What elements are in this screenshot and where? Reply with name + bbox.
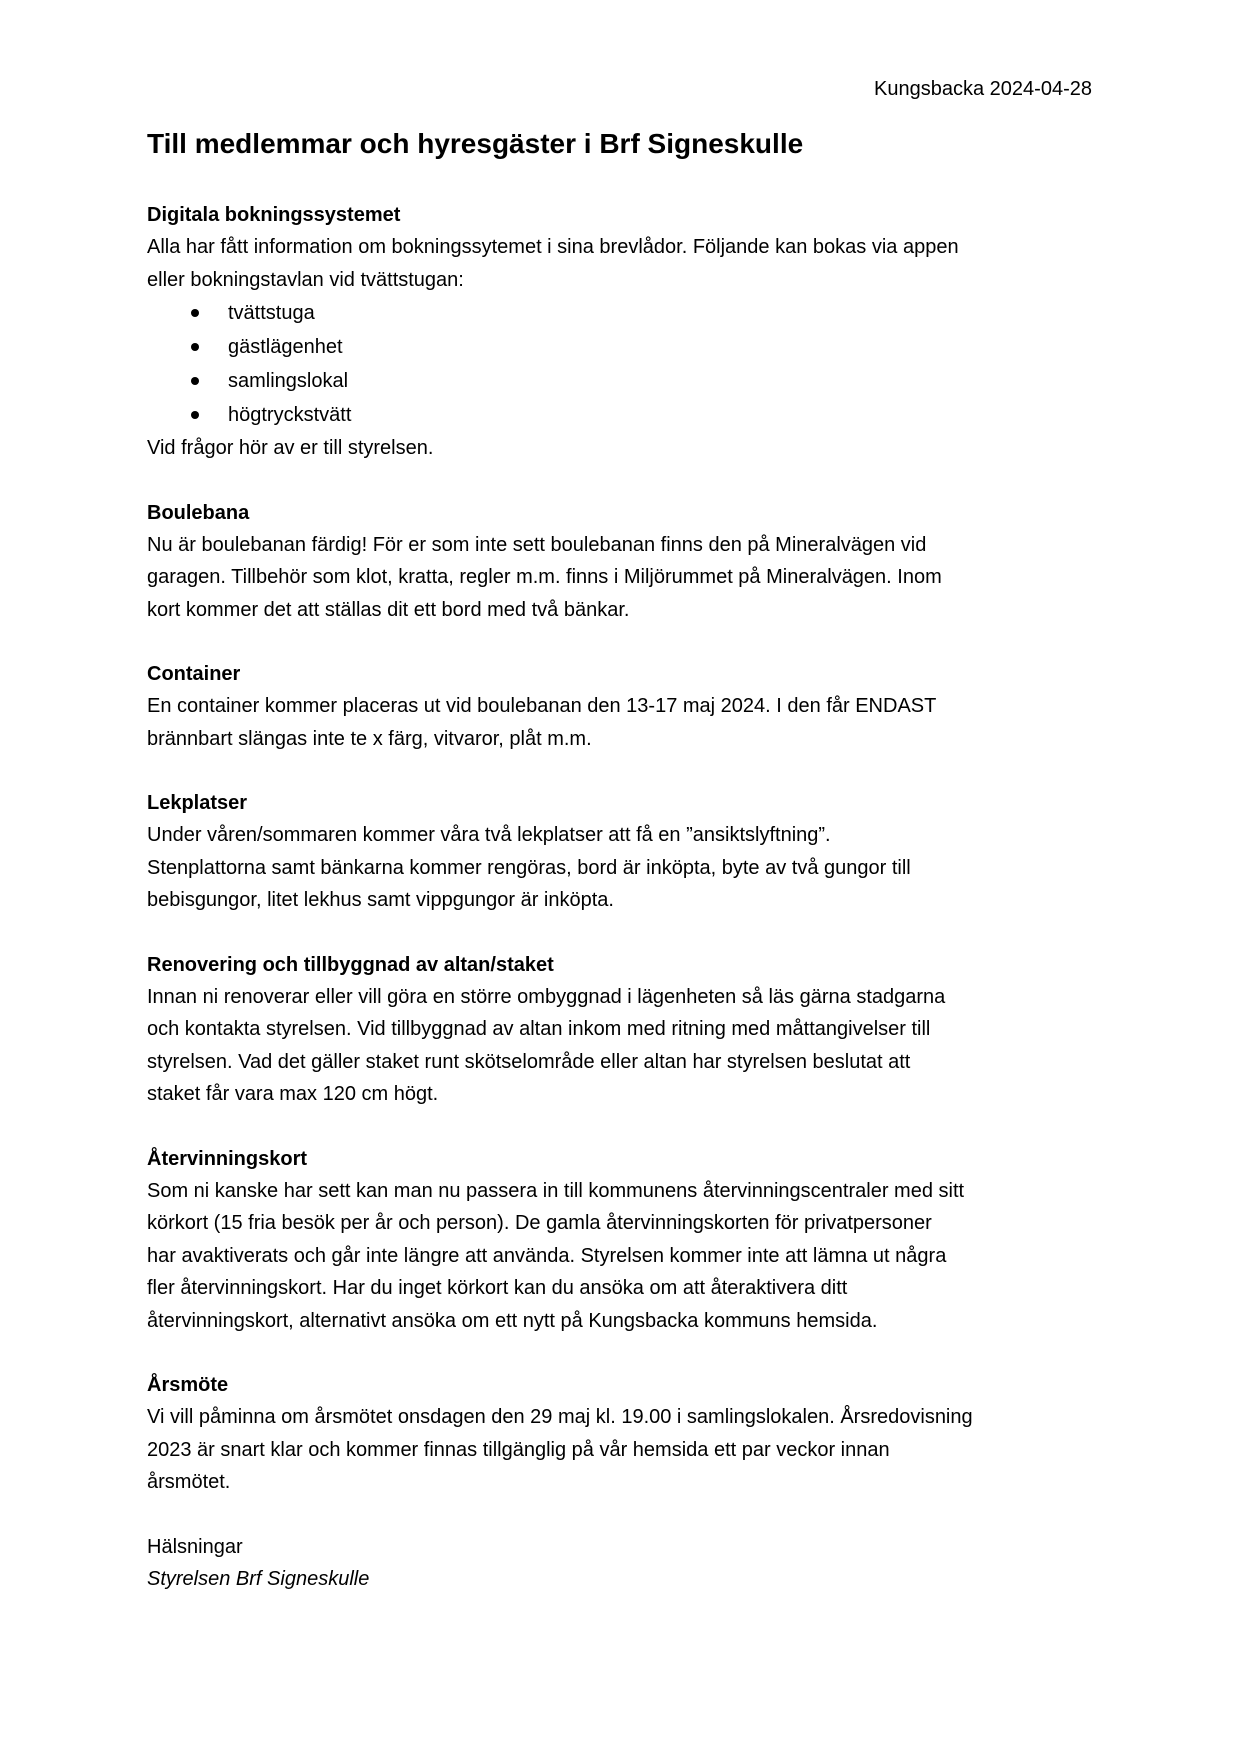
paragraph-line: har avaktiverats och går inte längre att använda. Styrelsen kommer inte att lämna ut några [147,1244,947,1267]
list-item [191,364,1102,398]
paragraph-line: En container kommer placeras ut vid boulebanan den 13-17 maj 2024. I den får ENDAST [147,695,937,717]
section-heading: Digitala bokningssystemet [147,204,401,226]
section-heading: Container [147,663,241,685]
paragraph-line: kort kommer det att ställas dit ett bord med två bänkar. [147,598,630,621]
section-annual-meeting [147,1369,1102,1499]
paragraph-line: Innan ni renoverar eller vill göra en större ombyggnad i lägenheten så läs gärna stadgarna [147,985,946,1008]
list-item-label: samlingslokal [228,370,349,392]
closing [147,1531,1102,1596]
section-heading: Lekplatser [147,792,248,814]
section-heading: Renovering och tillbyggnad av altan/staket [147,953,554,976]
section-heading: Återvinningskort [147,1147,308,1170]
list-item [191,296,1102,330]
list-item-label: tvättstuga [228,302,315,324]
paragraph-line: Alla har fått information om bokningssytemet i sina brevlådor. Följande kan bokas via appen [147,236,959,258]
paragraph-line: återvinningskort, alternativt ansöka om ett nytt på Kungsbacka kommuns hemsida. [147,1309,878,1332]
bullet-icon [191,411,199,419]
letter-body [147,125,1102,1595]
list-item [191,330,1102,364]
greeting: Hälsningar [147,1535,243,1558]
paragraph-line: Stenplattorna samt bänkarna kommer rengöras, bord är inköpta, byte av två gungor till [147,856,911,879]
bullet-icon [191,309,199,317]
list-item-label: högtryckstvätt [228,404,352,426]
list-item [191,398,1102,432]
section-heading: Årsmöte [147,1374,229,1396]
signature: Styrelsen Brf Signeskulle [147,1568,370,1590]
paragraph-line: Under våren/sommaren kommer våra två lekplatser att få en ”ansiktslyftning”. [147,824,831,846]
list-item-label: gästlägenhet [228,336,343,358]
paragraph-line: 2023 är snart klar och kommer finnas tillgänglig på vår hemsida ett par veckor innan [147,1438,890,1461]
paragraph-line: garagen. Tillbehör som klot, kratta, regler m.m. finns i Miljörummet på Mineralvägen. Inom [147,566,942,588]
paragraph-line: bebisgungor, litet lekhus samt vippgungor är inköpta. [147,889,614,911]
place-date: Kungsbacka 2024-04-28 [874,78,1092,100]
paragraph-line: brännbart slängas inte te x färg, vitvaror, plåt m.m. [147,727,592,750]
section-boule-court [147,497,1102,627]
paragraph-line: eller bokningstavlan vid tvättstugan: [147,268,464,291]
letter-title: Till medlemmar och hyresgäster i Brf Signeskulle [147,128,804,159]
paragraph-line: Nu är boulebanan färdig! För er som inte sett boulebanan finns den på Mineralvägen vid [147,533,927,556]
paragraph-line: körkort (15 fria besök per år och person). De gamla återvinningskorten för privatpersoner [147,1212,932,1234]
paragraph-line: staket får vara max 120 cm högt. [147,1083,439,1105]
section-renovation [147,949,1102,1111]
paragraph-line: fler återvinningskort. Har du inget körkort kan du ansöka om att återaktivera ditt [147,1277,848,1299]
bullet-icon [191,343,199,351]
section-container [147,658,1102,755]
paragraph-line: Vi vill påminna om årsmötet onsdagen den 29 maj kl. 19.00 i samlingslokalen. Årsredovisning [147,1406,973,1428]
bookable-items-list [147,296,1102,432]
paragraph-line: årsmötet. [147,1471,231,1493]
paragraph-line: styrelsen. Vad det gäller staket runt skötselområde eller altan har styrelsen beslutat att [147,1050,911,1073]
paragraph-line: Vid frågor hör av er till styrelsen. [147,437,434,459]
bullet-icon [191,377,199,385]
section-playgrounds [147,787,1102,917]
section-heading: Boulebana [147,501,250,524]
section-booking-system [147,199,1102,465]
paragraph-line: och kontakta styrelsen. Vid tillbyggnad av altan inkom med ritning med måttangivelser till [147,1018,931,1040]
section-recycling-card [147,1143,1102,1338]
paragraph-line: Som ni kanske har sett kan man nu passera in till kommunens återvinningscentraler med sitt [147,1179,965,1202]
